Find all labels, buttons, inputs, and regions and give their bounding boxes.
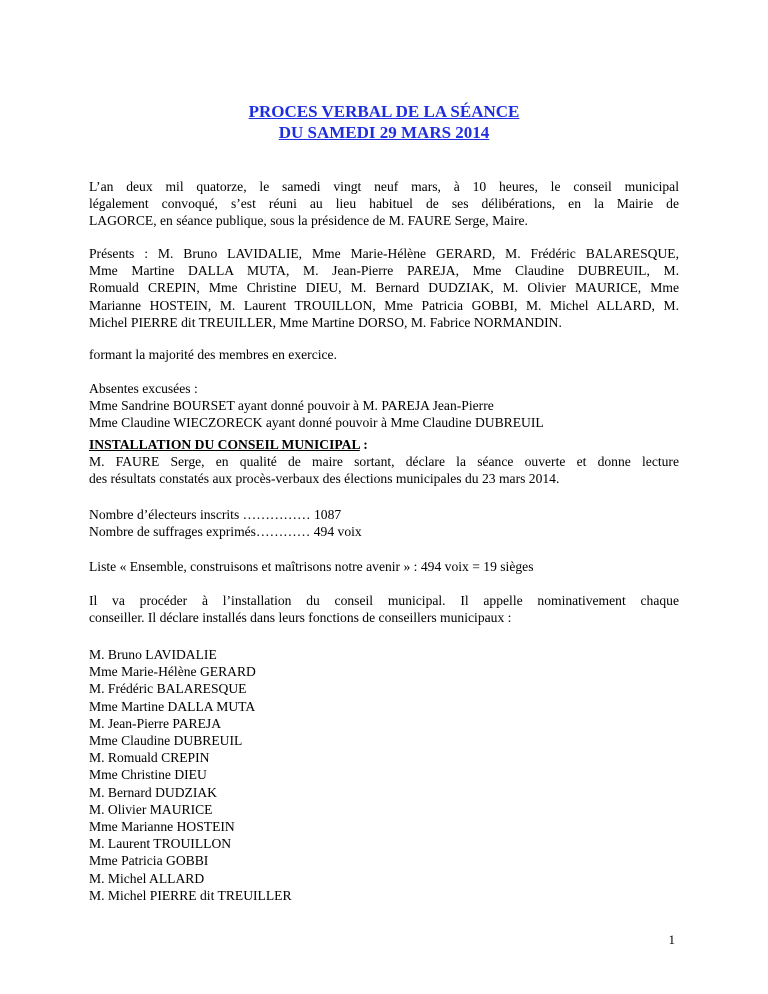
conseiller-item: Mme Claudine DUBREUIL [89, 733, 243, 749]
conseiller-item: Mme Patricia GOBBI [89, 853, 209, 869]
conseiller-item: M. Frédéric BALARESQUE [89, 681, 247, 697]
conseiller-item: Mme Marianne HOSTEIN [89, 819, 235, 835]
conseiller-item: Mme Christine DIEU [89, 767, 207, 783]
installation-heading-suffix: : [359, 437, 368, 452]
conseiller-item: M. Romuald CREPIN [89, 750, 210, 766]
conseiller-item: M. Michel ALLARD [89, 870, 205, 886]
intro-line: LAGORCE, en séance publique, sous la présidence de M. FAURE Serge, Maire. [89, 213, 528, 229]
conseiller-item: M. Laurent TROUILLON [89, 836, 232, 852]
suffrages-exprimes: Nombre de suffrages exprimés………… 494 voix [89, 524, 362, 540]
presents-line: Michel PIERRE dit TREUILLER, Mme Martine DORSO, M. Fabrice NORMANDIN. [89, 314, 562, 330]
absentes-line: Mme Sandrine BOURSET ayant donné pouvoir à M. PAREJA Jean-Pierre [89, 398, 494, 414]
presents-line: Présents : M. Bruno LAVIDALIE, Mme Marie-Hélène GERARD, M. Frédéric BALARESQUE, [89, 246, 679, 261]
page-number: 1 [668, 932, 675, 947]
installation-line: des résultats constatés aux procès-verbaux des élections municipales du 23 mars 2014. [89, 471, 560, 487]
conseiller-item: M. Michel PIERRE dit TREUILLER [89, 887, 292, 903]
procede-paragraph [89, 592, 679, 626]
conseiller-item: Mme Martine DALLA MUTA [89, 698, 256, 714]
nombre-paragraph [89, 506, 679, 540]
title-line-1: PROCES VERBAL DE LA SÉANCE [248, 102, 520, 121]
majorite-paragraph [89, 346, 679, 363]
conseillers-list [89, 646, 679, 904]
installation-line: M. FAURE Serge, en qualité de maire sortant, déclare la séance ouverte et donne lecture [89, 454, 679, 470]
installation-section [89, 436, 679, 488]
procede-line: conseiller. Il déclare installés dans leurs fonctions de conseillers municipaux : [89, 610, 512, 626]
conseiller-item: M. Bernard DUDZIAK [89, 784, 217, 800]
presents-line: Romuald CREPIN, Mme Christine DIEU, M. Bernard DUDZIAK, M. Olivier MAURICE, Mme [89, 280, 679, 296]
intro-paragraph [89, 178, 679, 230]
electeurs-inscrits: Nombre d’électeurs inscrits …………… 1087 [89, 507, 342, 522]
majorite-text: formant la majorité des membres en exercice. [89, 347, 337, 362]
procede-line: Il va procéder à l’installation du conseil municipal. Il appelle nominativement chaque [89, 593, 679, 608]
installation-heading-text: INSTALLATION DU CONSEIL MUNICIPAL [89, 437, 360, 452]
conseiller-item: Mme Marie-Hélène GERARD [89, 664, 256, 680]
title-line-2: DU SAMEDI 29 MARS 2014 [278, 123, 490, 142]
installation-heading [89, 436, 679, 453]
presents-paragraph [89, 245, 679, 331]
absentes-paragraph [89, 380, 679, 432]
document-title [0, 101, 768, 143]
absentes-line: Mme Claudine WIECZORECK ayant donné pouvoir à Mme Claudine DUBREUIL [89, 415, 544, 431]
liste-paragraph [89, 558, 679, 575]
conseiller-item: M. Jean-Pierre PAREJA [89, 715, 222, 731]
intro-line: L’an deux mil quatorze, le samedi vingt neuf mars, à 10 heures, le conseil municipal [89, 179, 679, 194]
conseiller-item: M. Bruno LAVIDALIE [89, 647, 217, 662]
absentes-label: Absentes excusées : [89, 381, 198, 396]
conseiller-item: M. Olivier MAURICE [89, 801, 213, 817]
liste-result: Liste « Ensemble, construisons et maîtrisons notre avenir » : 494 voix = 19 sièges [89, 559, 534, 574]
presents-line: Marianne HOSTEIN, M. Laurent TROUILLON, Mme Patricia GOBBI, M. Michel ALLARD, M. [89, 297, 679, 313]
presents-line: Mme Martine DALLA MUTA, M. Jean-Pierre PAREJA, Mme Claudine DUBREUIL, M. [89, 263, 679, 279]
intro-line: légalement convoqué, s’est réuni au lieu habituel de ses délibérations, en la Mairie de [89, 196, 679, 212]
